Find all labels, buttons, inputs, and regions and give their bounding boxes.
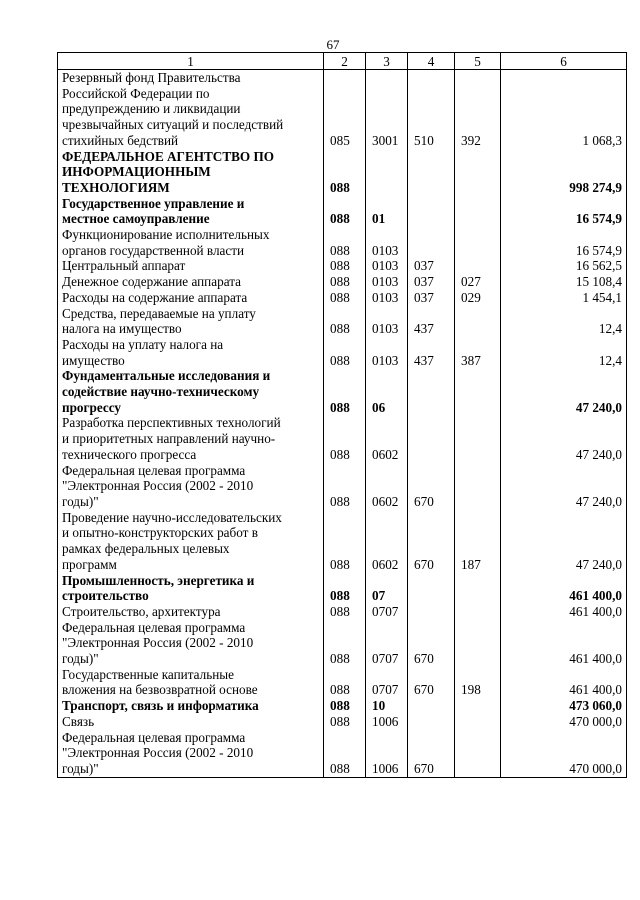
table-row [58, 667, 627, 698]
section-code [366, 149, 408, 196]
target-article-code: 670 [408, 463, 455, 510]
expense-type-code [455, 258, 501, 274]
table-row [58, 196, 627, 227]
ministry-code: 088 [324, 714, 366, 730]
description-line: Федеральная целевая программа [62, 729, 246, 745]
row-description [58, 337, 324, 368]
amount-value: 470 000,0 [501, 730, 627, 778]
description-line: Проведение научно-исследовательских [62, 509, 282, 525]
description-line: Строительство, архитектура [62, 603, 221, 619]
description-line: налога на имущество [62, 321, 182, 337]
description-line: прогрессу [62, 399, 121, 415]
amount-value: 461 400,0 [501, 667, 627, 698]
amount-value: 15 108,4 [501, 274, 627, 290]
row-description [58, 510, 324, 573]
ministry-code: 088 [324, 604, 366, 620]
description-line: строительство [62, 588, 149, 604]
table-row [58, 714, 627, 730]
ministry-code: 088 [324, 463, 366, 510]
ministry-code: 088 [324, 196, 366, 227]
amount-value: 12,4 [501, 306, 627, 337]
row-description [58, 698, 324, 714]
target-article-code [408, 149, 455, 196]
description-line: годы)" [62, 651, 99, 667]
section-code: 0103 [366, 274, 408, 290]
table-row [58, 620, 627, 667]
table-row [58, 306, 627, 337]
row-description [58, 196, 324, 227]
section-code: 0707 [366, 604, 408, 620]
description-line: Функционирование исполнительных [62, 227, 270, 243]
target-article-code: 670 [408, 730, 455, 778]
ministry-code: 088 [324, 149, 366, 196]
amount-value: 998 274,9 [501, 149, 627, 196]
row-description [58, 463, 324, 510]
ministry-code: 088 [324, 274, 366, 290]
description-line: содействие научно-техническому [62, 384, 260, 400]
target-article-code: 670 [408, 667, 455, 698]
expense-type-code: 392 [455, 70, 501, 149]
ministry-code: 088 [324, 620, 366, 667]
budget-table [57, 52, 627, 778]
header-col-1: 1 [58, 53, 324, 70]
section-code: 0602 [366, 415, 408, 462]
ministry-code: 085 [324, 70, 366, 149]
description-line: Средства, передаваемые на уплату [62, 305, 256, 321]
description-line: и приоритетных направлений научно- [62, 431, 276, 447]
section-code: 1006 [366, 714, 408, 730]
row-description [58, 573, 324, 604]
target-article-code: 037 [408, 258, 455, 274]
description-line: имущество [62, 352, 125, 368]
amount-value: 12,4 [501, 337, 627, 368]
description-line: ТЕХНОЛОГИЯМ [62, 179, 170, 195]
amount-value: 473 060,0 [501, 698, 627, 714]
description-line: Денежное содержание аппарата [62, 274, 241, 290]
section-code: 1006 [366, 730, 408, 778]
expense-type-code [455, 463, 501, 510]
amount-value: 16 562,5 [501, 258, 627, 274]
expense-type-code [455, 368, 501, 415]
table-row [58, 604, 627, 620]
target-article-code: 037 [408, 290, 455, 306]
ministry-code: 088 [324, 698, 366, 714]
expense-type-code: 198 [455, 667, 501, 698]
row-description [58, 730, 324, 778]
amount-value: 1 454,1 [501, 290, 627, 306]
row-description [58, 604, 324, 620]
section-code: 0103 [366, 258, 408, 274]
target-article-code [408, 196, 455, 227]
description-line: местное самоуправление [62, 211, 210, 227]
table-row [58, 510, 627, 573]
section-code: 0103 [366, 337, 408, 368]
section-code: 3001 [366, 70, 408, 149]
target-article-code [408, 573, 455, 604]
table-row [58, 698, 627, 714]
row-description [58, 714, 324, 730]
expense-type-code [455, 714, 501, 730]
description-line: Расходы на содержание аппарата [62, 289, 248, 305]
description-line: Расходы на уплату налога на [62, 336, 224, 352]
target-article-code [408, 368, 455, 415]
expense-type-code [455, 306, 501, 337]
row-description [58, 368, 324, 415]
expense-type-code: 029 [455, 290, 501, 306]
description-line: предупреждению и ликвидации [62, 101, 241, 117]
table-row [58, 290, 627, 306]
expense-type-code: 027 [455, 274, 501, 290]
description-line: стихийных бедствий [62, 132, 179, 148]
target-article-code [408, 604, 455, 620]
description-line: Центральный аппарат [62, 258, 186, 274]
expense-type-code: 187 [455, 510, 501, 573]
table-row [58, 70, 627, 149]
table-row [58, 337, 627, 368]
ministry-code: 088 [324, 368, 366, 415]
header-row [58, 53, 627, 70]
description-line: "Электронная Россия (2002 - 2010 [62, 745, 254, 761]
ministry-code: 088 [324, 337, 366, 368]
description-line: "Электронная Россия (2002 - 2010 [62, 478, 254, 494]
target-article-code: 037 [408, 274, 455, 290]
amount-value: 1 068,3 [501, 70, 627, 149]
section-code: 0602 [366, 463, 408, 510]
row-description [58, 306, 324, 337]
section-code: 10 [366, 698, 408, 714]
amount-value: 16 574,9 [501, 196, 627, 227]
section-code: 0602 [366, 510, 408, 573]
table-header [58, 53, 627, 70]
description-line: Резервный фонд Правительства [62, 70, 241, 85]
target-article-code: 670 [408, 620, 455, 667]
target-article-code: 437 [408, 337, 455, 368]
description-line: Транспорт, связь и информатика [62, 698, 259, 714]
description-line: Государственное управление и [62, 195, 245, 211]
ministry-code: 088 [324, 510, 366, 573]
description-line: Федеральная целевая программа [62, 462, 246, 478]
ministry-code: 088 [324, 415, 366, 462]
description-line: Государственные капитальные [62, 666, 234, 682]
amount-value: 47 240,0 [501, 463, 627, 510]
table-row [58, 463, 627, 510]
row-description [58, 620, 324, 667]
header-col-2: 2 [324, 53, 366, 70]
description-line: "Электронная Россия (2002 - 2010 [62, 635, 254, 651]
description-line: Разработка перспективных технологий [62, 415, 281, 431]
amount-value: 47 240,0 [501, 368, 627, 415]
description-line: годы)" [62, 493, 99, 509]
ministry-code: 088 [324, 306, 366, 337]
header-col-4: 4 [408, 53, 455, 70]
row-description [58, 667, 324, 698]
expense-type-code [455, 227, 501, 258]
row-description [58, 415, 324, 462]
target-article-code [408, 415, 455, 462]
section-code: 0707 [366, 667, 408, 698]
expense-type-code: 387 [455, 337, 501, 368]
table-row [58, 274, 627, 290]
description-line: чрезвычайных ситуаций и последствий [62, 117, 284, 133]
section-code: 0707 [366, 620, 408, 667]
amount-value: 461 400,0 [501, 573, 627, 604]
ministry-code: 088 [324, 290, 366, 306]
amount-value: 47 240,0 [501, 415, 627, 462]
row-description [58, 227, 324, 258]
description-line: Связь [62, 713, 95, 729]
ministry-code: 088 [324, 667, 366, 698]
expense-type-code [455, 730, 501, 778]
description-line: Фундаментальные исследования и [62, 368, 271, 384]
header-col-5: 5 [455, 53, 501, 70]
amount-value: 16 574,9 [501, 227, 627, 258]
expense-type-code [455, 415, 501, 462]
ministry-code: 088 [324, 573, 366, 604]
ministry-code: 088 [324, 227, 366, 258]
section-code: 07 [366, 573, 408, 604]
row-description [58, 149, 324, 196]
description-line: Федеральная целевая программа [62, 619, 246, 635]
section-code: 01 [366, 196, 408, 227]
description-line: Промышленность, энергетика и [62, 572, 255, 588]
table-row [58, 573, 627, 604]
target-article-code [408, 698, 455, 714]
amount-value: 470 000,0 [501, 714, 627, 730]
header-col-3: 3 [366, 53, 408, 70]
page-number: 67 [326, 37, 340, 52]
row-description [58, 70, 324, 149]
expense-type-code [455, 620, 501, 667]
ministry-code: 088 [324, 730, 366, 778]
table-row [58, 227, 627, 258]
description-line: и опытно-конструкторских работ в [62, 525, 258, 541]
section-code: 0103 [366, 290, 408, 306]
description-line: органов государственной власти [62, 242, 245, 258]
amount-value: 47 240,0 [501, 510, 627, 573]
row-description [58, 258, 324, 274]
section-code: 0103 [366, 306, 408, 337]
target-article-code [408, 227, 455, 258]
description-line: рамках федеральных целевых [62, 541, 230, 557]
header-col-6: 6 [501, 53, 627, 70]
expense-type-code [455, 196, 501, 227]
expense-type-code [455, 698, 501, 714]
target-article-code [408, 714, 455, 730]
table-row [58, 258, 627, 274]
description-line: ФЕДЕРАЛЬНОЕ АГЕНТСТВО ПО [62, 148, 274, 164]
expense-type-code [455, 573, 501, 604]
target-article-code: 510 [408, 70, 455, 149]
expense-type-code [455, 604, 501, 620]
ministry-code: 088 [324, 258, 366, 274]
target-article-code: 670 [408, 510, 455, 573]
amount-value: 461 400,0 [501, 620, 627, 667]
table-body [58, 70, 627, 778]
table-row [58, 368, 627, 415]
expense-type-code [455, 149, 501, 196]
table-row [58, 730, 627, 778]
description-line: ИНФОРМАЦИОННЫМ [62, 164, 211, 180]
table-row [58, 415, 627, 462]
description-line: Российской Федерации по [62, 85, 210, 101]
description-line: годы)" [62, 760, 99, 776]
table-row [58, 149, 627, 196]
description-line: вложения на безвозвратной основе [62, 682, 258, 698]
row-description [58, 290, 324, 306]
target-article-code: 437 [408, 306, 455, 337]
section-code: 06 [366, 368, 408, 415]
description-line: технического прогресса [62, 446, 197, 462]
amount-value: 461 400,0 [501, 604, 627, 620]
description-line: программ [62, 556, 117, 572]
section-code: 0103 [366, 227, 408, 258]
row-description [58, 274, 324, 290]
